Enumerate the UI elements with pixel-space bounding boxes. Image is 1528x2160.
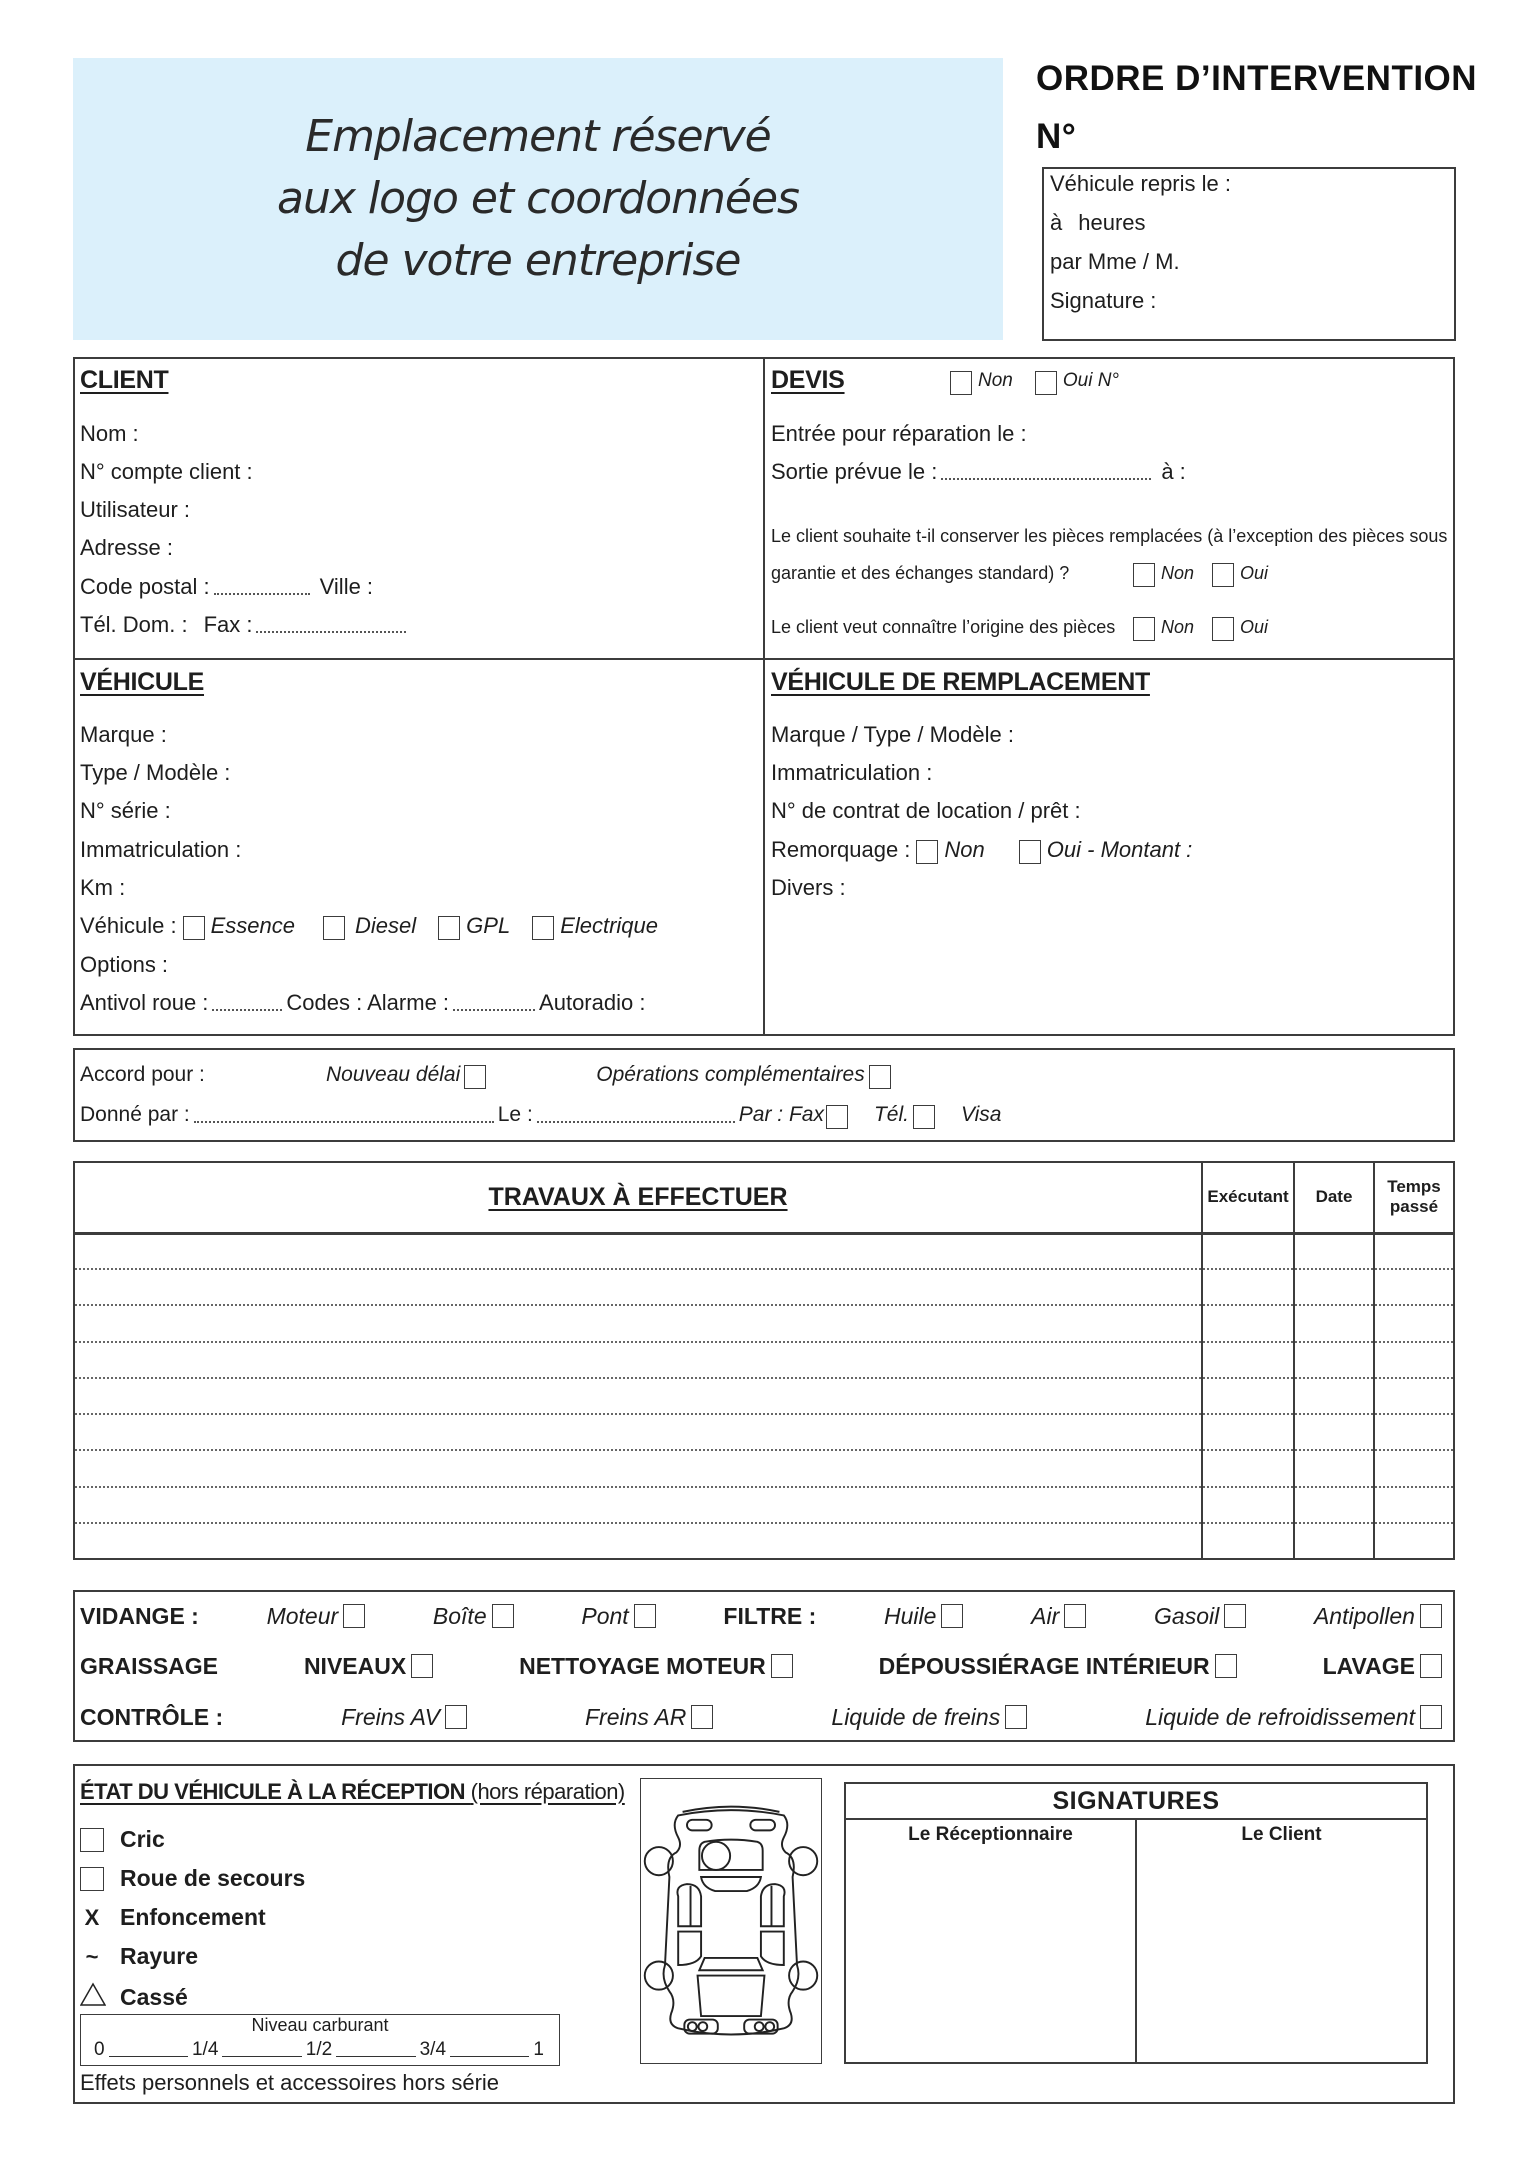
vehicle-registration-label: Immatriculation : bbox=[80, 837, 242, 862]
fuel-segment-3 bbox=[336, 2056, 415, 2057]
devis-non-checkbox[interactable] bbox=[950, 371, 972, 395]
fuel-mark-three-quarter: 3/4 bbox=[419, 2039, 447, 2060]
rear-window bbox=[699, 1958, 762, 1970]
front-brakes-checkbox[interactable] bbox=[445, 1705, 467, 1729]
replacement-model-label: Marque / Type / Modèle : bbox=[771, 722, 1014, 747]
client-city-label: Ville : bbox=[319, 574, 374, 599]
engine-circle bbox=[702, 1842, 730, 1870]
engine-cleaning-item bbox=[519, 1653, 793, 1680]
filter-diesel-item bbox=[1154, 1603, 1246, 1630]
works-table bbox=[73, 1161, 1455, 1560]
executor-cell[interactable] bbox=[1202, 1487, 1294, 1523]
energy-electric-checkbox[interactable] bbox=[532, 916, 554, 940]
jack-label: Cric bbox=[120, 1826, 165, 1852]
oil-axle-checkbox[interactable] bbox=[634, 1604, 656, 1628]
condition-title-main: ÉTAT DU VÉHICULE À LA RÉCEPTION bbox=[80, 1779, 465, 1804]
towing-oui-label: Oui - Montant : bbox=[1046, 837, 1193, 862]
towing-non-label: Non bbox=[944, 837, 985, 862]
filter-oil-checkbox[interactable] bbox=[941, 1604, 963, 1628]
works-column-header: TRAVAUX À EFFECTUER bbox=[74, 1162, 1202, 1233]
executor-cell[interactable] bbox=[1202, 1305, 1294, 1341]
fuel-mark-half: 1/2 bbox=[305, 2039, 333, 2060]
client-section-title: CLIENT bbox=[80, 366, 169, 394]
order-number-label: N° bbox=[1036, 117, 1077, 156]
rental-contract-label: N° de contrat de location / prêt : bbox=[771, 798, 1081, 823]
client-fax-field[interactable] bbox=[256, 631, 406, 633]
pickup-signature-label: Signature : bbox=[1050, 288, 1157, 313]
date-cell[interactable] bbox=[1294, 1378, 1374, 1414]
given-date-field[interactable] bbox=[537, 1121, 735, 1123]
parts-origin-non-checkbox[interactable] bbox=[1133, 617, 1155, 641]
tail-lamp-3 bbox=[755, 2022, 764, 2031]
visa-label: Visa bbox=[961, 1103, 1002, 1126]
logo-line-2: aux logo et coordonnées bbox=[277, 173, 799, 224]
works-row bbox=[74, 1342, 1454, 1378]
dent-label: Enfoncement bbox=[120, 1904, 266, 1930]
misc-label: Divers : bbox=[771, 875, 846, 900]
client-postal-label: Code postal : bbox=[80, 574, 210, 599]
work-description-cell[interactable] bbox=[74, 1523, 1202, 1559]
given-date-label: Le : bbox=[497, 1103, 533, 1126]
inspection-label: CONTRÔLE : bbox=[80, 1704, 224, 1730]
keep-parts-question-text-2: garantie et des échanges standard) ? bbox=[771, 563, 1070, 583]
client-phone-row bbox=[80, 611, 748, 639]
parts-origin-oui-label: Oui bbox=[1240, 617, 1269, 637]
client-user-label: Utilisateur : bbox=[80, 497, 191, 522]
car-diagram-icon[interactable] bbox=[643, 1781, 819, 2061]
given-via-fax-text: Par : Fax bbox=[738, 1103, 824, 1126]
condition-spare-wheel bbox=[80, 1865, 305, 1892]
rear-seat-right bbox=[761, 1932, 784, 1965]
brake-fluid-item bbox=[831, 1704, 1027, 1731]
energy-essence-label: Essence bbox=[210, 913, 296, 938]
levels-item bbox=[304, 1653, 433, 1680]
planned-exit-time-label: à : bbox=[1161, 459, 1186, 484]
spare-wheel-checkbox[interactable] bbox=[80, 1867, 104, 1891]
planned-exit-date-field[interactable] bbox=[941, 478, 1151, 480]
vehicle-codes-row bbox=[80, 989, 748, 1017]
jack-checkbox[interactable] bbox=[80, 1828, 104, 1852]
oil-axle-item bbox=[581, 1603, 655, 1630]
front-brakes-item bbox=[341, 1704, 467, 1731]
client-signature-cell[interactable]: Le Client bbox=[1136, 1819, 1427, 2063]
client-phone-label: Tél. Dom. : bbox=[80, 612, 188, 637]
signatures-table bbox=[844, 1782, 1428, 2064]
inspection-row bbox=[80, 1704, 1442, 1731]
client-account-row bbox=[80, 458, 748, 486]
approval-label: Accord pour : bbox=[80, 1063, 205, 1086]
executor-cell[interactable] bbox=[1202, 1414, 1294, 1450]
rear-brakes-item bbox=[585, 1704, 713, 1731]
date-cell[interactable] bbox=[1294, 1269, 1374, 1305]
vehicle-options-row bbox=[80, 951, 748, 979]
replacement-model-row bbox=[771, 721, 1439, 749]
front-brakes-label: Freins AV bbox=[341, 1704, 440, 1730]
filter-diesel-checkbox[interactable] bbox=[1224, 1604, 1246, 1628]
vehicle-model-label: Type / Modèle : bbox=[80, 760, 231, 785]
signatures-title: SIGNATURES bbox=[845, 1783, 1427, 1819]
replacement-registration-row bbox=[771, 759, 1439, 787]
fuel-level-title: Niveau carburant bbox=[251, 2015, 389, 2035]
date-cell[interactable] bbox=[1294, 1487, 1374, 1523]
vehicle-brand-row bbox=[80, 721, 748, 749]
devis-choice-row bbox=[950, 367, 1440, 395]
car-body-outline bbox=[664, 1810, 799, 2034]
pickup-by-row bbox=[1050, 248, 1442, 276]
work-description-cell[interactable] bbox=[74, 1378, 1202, 1414]
filter-air-checkbox[interactable] bbox=[1064, 1604, 1086, 1628]
logo-line-3: de votre entreprise bbox=[335, 235, 741, 286]
receptionist-signature-cell[interactable]: Le Réceptionnaire bbox=[908, 1824, 1073, 1845]
date-cell[interactable] bbox=[1294, 1523, 1374, 1559]
vehicle-energy-label: Véhicule : bbox=[80, 913, 177, 938]
keep-parts-question-line2 bbox=[771, 559, 1446, 587]
client-address-row bbox=[80, 534, 748, 562]
repair-entry-row bbox=[771, 420, 1439, 448]
work-description-cell[interactable] bbox=[74, 1233, 1202, 1269]
vehicle-model-row bbox=[80, 759, 748, 787]
executor-cell[interactable] bbox=[1202, 1342, 1294, 1378]
vehicle-serial-label: N° série : bbox=[80, 798, 171, 823]
engine-cleaning-label: NETTOYAGE MOTEUR bbox=[519, 1653, 766, 1679]
pickup-time-prefix: à bbox=[1050, 210, 1063, 235]
service-row bbox=[80, 1653, 1442, 1680]
filter-label: FILTRE : bbox=[723, 1603, 817, 1629]
coolant-label: Liquide de refroidissement bbox=[1145, 1704, 1415, 1730]
oil-gearbox-label: Boîte bbox=[432, 1603, 487, 1629]
oil-gearbox-item bbox=[433, 1603, 514, 1630]
vehicle-km-label: Km : bbox=[80, 875, 126, 900]
works-row bbox=[74, 1450, 1454, 1486]
document-title bbox=[1036, 50, 1477, 166]
parts-origin-oui-checkbox[interactable] bbox=[1212, 617, 1234, 641]
tail-lamp-1 bbox=[688, 2022, 697, 2031]
engine-cleaning-checkbox[interactable] bbox=[771, 1654, 793, 1678]
scratch-tilde-icon: ~ bbox=[85, 1943, 99, 1969]
work-description-cell[interactable] bbox=[74, 1269, 1202, 1305]
parts-origin-question: Le client veut connaître l’origine des pièces bbox=[771, 617, 1116, 637]
time-spent-cell[interactable] bbox=[1374, 1342, 1454, 1378]
pickup-by-label: par Mme / M. bbox=[1050, 249, 1180, 274]
planned-exit-row bbox=[771, 458, 1439, 486]
front-seat-right bbox=[761, 1884, 785, 1926]
given-by-label: Donné par : bbox=[80, 1103, 190, 1126]
brake-fluid-label: Liquide de freins bbox=[831, 1704, 1001, 1730]
energy-gpl-checkbox[interactable] bbox=[438, 916, 460, 940]
executor-cell[interactable] bbox=[1202, 1523, 1294, 1559]
work-description-cell[interactable] bbox=[74, 1305, 1202, 1341]
time-spent-cell[interactable] bbox=[1374, 1269, 1454, 1305]
given-via-fax-checkbox[interactable] bbox=[826, 1105, 848, 1129]
given-via-phone-label: Tél. bbox=[873, 1103, 909, 1126]
brake-fluid-checkbox[interactable] bbox=[1005, 1705, 1027, 1729]
client-user-row bbox=[80, 496, 748, 524]
oil-change-label: VIDANGE : bbox=[80, 1603, 199, 1629]
oil-gearbox-checkbox[interactable] bbox=[492, 1604, 514, 1628]
keep-parts-question-text-1: Le client souhaite t-il conserver les pièces remplacées (à l’exception des pièces sous bbox=[771, 526, 1448, 546]
wheel-lock-field[interactable] bbox=[212, 1009, 282, 1011]
executor-cell[interactable] bbox=[1202, 1233, 1294, 1269]
client-address-label: Adresse : bbox=[80, 535, 173, 560]
extra-operations-label: Opérations complémentaires bbox=[596, 1063, 865, 1086]
work-description-cell[interactable] bbox=[74, 1414, 1202, 1450]
work-description-cell[interactable] bbox=[74, 1450, 1202, 1486]
filter-diesel-label: Gasoil bbox=[1154, 1603, 1220, 1629]
oil-engine-item bbox=[267, 1603, 366, 1630]
works-header-row bbox=[74, 1162, 1454, 1233]
rear-brakes-label: Freins AR bbox=[585, 1704, 687, 1730]
tail-lamp-2 bbox=[698, 2022, 707, 2031]
wheel-lock-label: Antivol roue : bbox=[80, 990, 209, 1015]
fuel-level-scale[interactable] bbox=[94, 2039, 544, 2061]
rear-seat-left bbox=[678, 1932, 701, 1965]
repair-entry-label: Entrée pour réparation le : bbox=[771, 421, 1027, 446]
date-cell[interactable] bbox=[1294, 1414, 1374, 1450]
energy-gpl-label: GPL bbox=[466, 913, 511, 938]
works-row bbox=[74, 1487, 1454, 1523]
executor-column-header: Exécutant bbox=[1202, 1162, 1294, 1233]
oil-engine-label: Moteur bbox=[266, 1603, 339, 1629]
energy-diesel-label: Diesel bbox=[355, 913, 417, 938]
alarm-code-label: Codes : Alarme : bbox=[286, 990, 450, 1015]
logo-placeholder bbox=[73, 58, 1003, 340]
towing-label: Remorquage : bbox=[771, 837, 911, 862]
time-spent-cell[interactable] bbox=[1374, 1487, 1454, 1523]
extra-operations-checkbox[interactable] bbox=[869, 1065, 891, 1089]
washing-item bbox=[1323, 1653, 1442, 1680]
given-by-field[interactable] bbox=[194, 1121, 494, 1123]
parts-origin-row bbox=[771, 613, 1446, 641]
devis-non-label: Non bbox=[978, 370, 1013, 391]
works-row bbox=[74, 1305, 1454, 1341]
date-column-header: Date bbox=[1294, 1162, 1374, 1233]
pickup-date-label: Véhicule repris le : bbox=[1050, 171, 1231, 196]
headlight-left bbox=[687, 1820, 712, 1831]
time-spent-column-header: Temps passé bbox=[1374, 1162, 1454, 1233]
vehicle-energy-row bbox=[80, 912, 748, 940]
client-name-row bbox=[80, 420, 748, 448]
personal-effects-label: Effets personnels et accessoires hors série bbox=[80, 2070, 500, 2095]
devis-section-title: DEVIS bbox=[771, 366, 845, 394]
client-fax-label: Fax : bbox=[203, 612, 253, 637]
misc-line-3 bbox=[771, 951, 1439, 959]
vehicle-registration-row bbox=[80, 836, 748, 864]
misc-row bbox=[771, 874, 1439, 902]
interior-dusting-item bbox=[879, 1653, 1237, 1680]
replacement-registration-label: Immatriculation : bbox=[771, 760, 933, 785]
filter-pollen-label: Antipollen bbox=[1313, 1603, 1415, 1629]
time-spent-cell[interactable] bbox=[1374, 1233, 1454, 1269]
date-cell[interactable] bbox=[1294, 1450, 1374, 1486]
windshield bbox=[701, 1877, 761, 1891]
condition-dent bbox=[80, 1904, 266, 1931]
condition-scratch bbox=[80, 1943, 198, 1970]
wheel-rear-left bbox=[645, 1961, 673, 1989]
spare-wheel-label: Roue de secours bbox=[120, 1865, 306, 1891]
devis-oui-label: Oui N° bbox=[1062, 370, 1120, 391]
towing-row bbox=[771, 836, 1439, 864]
devis-oui-checkbox[interactable] bbox=[1035, 371, 1057, 395]
vertical-divider bbox=[763, 357, 765, 1036]
coolant-checkbox[interactable] bbox=[1420, 1705, 1442, 1729]
filter-air-item bbox=[1031, 1603, 1086, 1630]
time-spent-cell[interactable] bbox=[1374, 1414, 1454, 1450]
condition-broken bbox=[80, 1982, 188, 2012]
vehicle-brand-label: Marque : bbox=[80, 722, 167, 747]
time-spent-cell[interactable] bbox=[1374, 1450, 1454, 1486]
pickup-signature-row bbox=[1050, 287, 1442, 315]
client-postal-field[interactable] bbox=[214, 593, 310, 595]
filter-pollen-item bbox=[1314, 1603, 1442, 1630]
work-description-cell[interactable] bbox=[74, 1342, 1202, 1378]
keep-parts-non-label: Non bbox=[1161, 563, 1195, 583]
radio-code-label: Autoradio : bbox=[539, 990, 646, 1015]
client-name-label: Nom : bbox=[80, 421, 139, 446]
towing-oui-checkbox[interactable] bbox=[1019, 840, 1041, 864]
oil-axle-label: Pont bbox=[581, 1603, 629, 1629]
date-cell[interactable] bbox=[1294, 1233, 1374, 1269]
pickup-time-suffix: heures bbox=[1078, 210, 1146, 235]
greasing-label: GRAISSAGE bbox=[80, 1653, 219, 1679]
filter-air-label: Air bbox=[1031, 1603, 1060, 1629]
condition-jack bbox=[80, 1826, 165, 1853]
misc-line-4 bbox=[771, 989, 1439, 997]
trunk bbox=[698, 1976, 765, 2016]
vehicle-km-row bbox=[80, 874, 748, 902]
fuel-segment-4 bbox=[450, 2056, 529, 2057]
energy-electric-label: Electrique bbox=[560, 913, 659, 938]
time-spent-cell[interactable] bbox=[1374, 1305, 1454, 1341]
new-delay-label: Nouveau délai bbox=[326, 1063, 461, 1086]
coolant-item bbox=[1145, 1704, 1442, 1731]
headlight-right bbox=[750, 1820, 775, 1831]
vehicle-section-title: VÉHICULE bbox=[80, 668, 205, 696]
given-via-phone-checkbox[interactable] bbox=[913, 1105, 935, 1129]
interior-dusting-label: DÉPOUSSIÉRAGE INTÉRIEUR bbox=[878, 1653, 1210, 1679]
approval-given-row bbox=[80, 1101, 1445, 1129]
condition-title-suffix: (hors réparation) bbox=[470, 1779, 625, 1804]
works-row bbox=[74, 1523, 1454, 1559]
condition-title bbox=[80, 1779, 625, 1805]
oil-engine-checkbox[interactable] bbox=[343, 1604, 365, 1628]
rental-contract-row bbox=[771, 797, 1439, 825]
alarm-code-field[interactable] bbox=[453, 1009, 535, 1011]
parts-origin-non-label: Non bbox=[1161, 617, 1195, 637]
approval-row bbox=[80, 1061, 1450, 1089]
broken-triangle-icon bbox=[80, 1982, 104, 2012]
washing-label: LAVAGE bbox=[1322, 1653, 1415, 1679]
new-delay-checkbox[interactable] bbox=[464, 1065, 486, 1089]
dent-x-icon: X bbox=[84, 1904, 100, 1930]
executor-cell[interactable] bbox=[1202, 1450, 1294, 1486]
levels-checkbox[interactable] bbox=[411, 1654, 433, 1678]
fuel-segment-2 bbox=[222, 2056, 301, 2057]
fuel-segment-1 bbox=[109, 2056, 188, 2057]
wheel-rear-right bbox=[789, 1961, 817, 1989]
work-description-cell[interactable] bbox=[74, 1487, 1202, 1523]
keep-parts-oui-label: Oui bbox=[1240, 563, 1269, 583]
date-cell[interactable] bbox=[1294, 1342, 1374, 1378]
rear-brakes-checkbox[interactable] bbox=[691, 1705, 713, 1729]
keep-parts-oui-checkbox[interactable] bbox=[1212, 563, 1234, 587]
vehicle-options-label: Options : bbox=[80, 952, 169, 977]
given-via-fax-label bbox=[739, 1101, 824, 1129]
vehicle-serial-row bbox=[80, 797, 748, 825]
washing-checkbox[interactable] bbox=[1420, 1654, 1442, 1678]
works-row bbox=[74, 1233, 1454, 1269]
works-row bbox=[74, 1269, 1454, 1305]
tail-lamp-4 bbox=[765, 2022, 774, 2031]
logo-line-1: Emplacement réservé bbox=[305, 111, 771, 162]
title-text: ORDRE D’INTERVENTION bbox=[1036, 59, 1478, 98]
keep-parts-question-line1 bbox=[771, 522, 1446, 550]
fuel-mark-quarter: 1/4 bbox=[191, 2039, 219, 2060]
keep-parts-non-checkbox[interactable] bbox=[1133, 563, 1155, 587]
pickup-date-row bbox=[1050, 170, 1442, 198]
client-account-label: N° compte client : bbox=[80, 459, 253, 484]
fuel-mark-0: 0 bbox=[94, 2039, 105, 2060]
executor-cell[interactable] bbox=[1202, 1378, 1294, 1414]
filter-pollen-checkbox[interactable] bbox=[1420, 1604, 1442, 1628]
interior-dusting-checkbox[interactable] bbox=[1215, 1654, 1237, 1678]
fuel-mark-full: 1 bbox=[533, 2039, 544, 2060]
filter-oil-item bbox=[884, 1603, 963, 1630]
oil-change-row bbox=[80, 1603, 1442, 1630]
executor-cell[interactable] bbox=[1202, 1269, 1294, 1305]
broken-label: Cassé bbox=[120, 1983, 188, 2010]
energy-essence-checkbox[interactable] bbox=[183, 916, 205, 940]
works-row bbox=[74, 1378, 1454, 1414]
towing-non-checkbox[interactable] bbox=[916, 840, 938, 864]
pickup-time-row bbox=[1050, 209, 1442, 237]
scratch-label: Rayure bbox=[120, 1943, 198, 1969]
horizontal-divider bbox=[73, 658, 1455, 660]
filter-oil-label: Huile bbox=[884, 1603, 937, 1629]
levels-label: NIVEAUX bbox=[303, 1653, 407, 1679]
energy-diesel-checkbox[interactable] bbox=[323, 916, 345, 940]
client-postal-row bbox=[80, 573, 748, 601]
front-seat-left bbox=[677, 1884, 701, 1926]
misc-line-2 bbox=[771, 912, 1439, 920]
works-row bbox=[74, 1414, 1454, 1450]
date-cell[interactable] bbox=[1294, 1305, 1374, 1341]
time-spent-cell[interactable] bbox=[1374, 1523, 1454, 1559]
replacement-section-title: VÉHICULE DE REMPLACEMENT bbox=[771, 668, 1150, 696]
planned-exit-label: Sortie prévue le : bbox=[771, 459, 938, 484]
time-spent-cell[interactable] bbox=[1374, 1378, 1454, 1414]
